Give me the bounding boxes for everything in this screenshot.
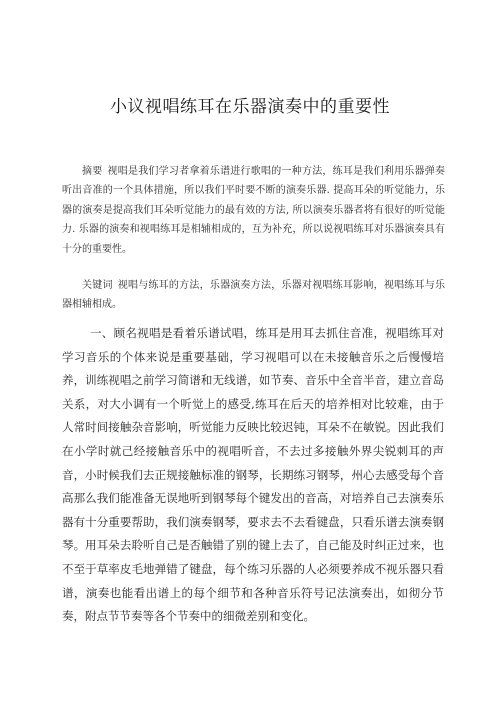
keywords-label: 关键词 (82, 280, 113, 291)
document-title: 小议视唱练耳在乐器演奏中的重要性 (110, 97, 390, 117)
keywords-text: 视唱与练耳的方法，乐器演奏方法，乐器对视唱练耳影响，视唱练耳与乐器相辅相成。 (62, 280, 446, 311)
body-paragraph: 一、顾名视唱是看着乐谱试唱，练耳是用耳去抓住音准，视唱练耳对学习音乐的个体来说是重要基础，学习视唱可以在未接触音乐之后慢慢培养，训练视唱之前学习简谱和无线谱，如节奏、音乐中全音半音，建立音岛关系，对大小调有一个听觉上的感受,练耳在后天的培养相对比较难，由于人常时间接触杂音影响，听觉能力反映比较迟钝，耳朵不在敏锐。因此我们在小学时就己经接触音乐中的视唱听音，不去过多接触外界尖锐刺耳的声音，小时候我们去正规接触标准的钢琴，长期练习钢琴，州心去感受每个音高那么我们能准备无误地听到钢琴每个键发出的音高，对培养自己去演奏乐器有十分重要帮助，我们演奏钢琴，要求去不去看键盘，只看乐谱去演奏钢琴。用耳朵去聆听自己是否触错了别的键上去了，自己能及时纠正过来，也不至于草率皮毛地弹错了键盘，每个练习乐器的人必须要养成不视乐器只看谱，演奏也能看出谱上的每个细节和各种音乐符号记法演奏出，如彻分节奏，附点节节奏等各个节奏中的细微差别和变化。 (62, 326, 444, 624)
abstract-label: 摘要 (82, 166, 103, 177)
keywords-paragraph (62, 276, 445, 315)
abstract-paragraph (62, 162, 445, 259)
abstract-text: 视唱是我们学习者拿着乐谱进行歌唱的一种方法，练耳是我们利用乐器弹奏听出音准的一个具体措施，所以我们平时要不断的演奏乐器. 提高耳朵的听觉能力，乐器的演奏是提高我们耳朵听觉能力的最有效的方法, 所以演奏乐器者将有很好的听觉能力. 乐器的演奏和视唱练耳是相辅相成的，互为补充，所以说视唱练耳对乐器演奏具有十分的重要性。 (62, 166, 446, 255)
